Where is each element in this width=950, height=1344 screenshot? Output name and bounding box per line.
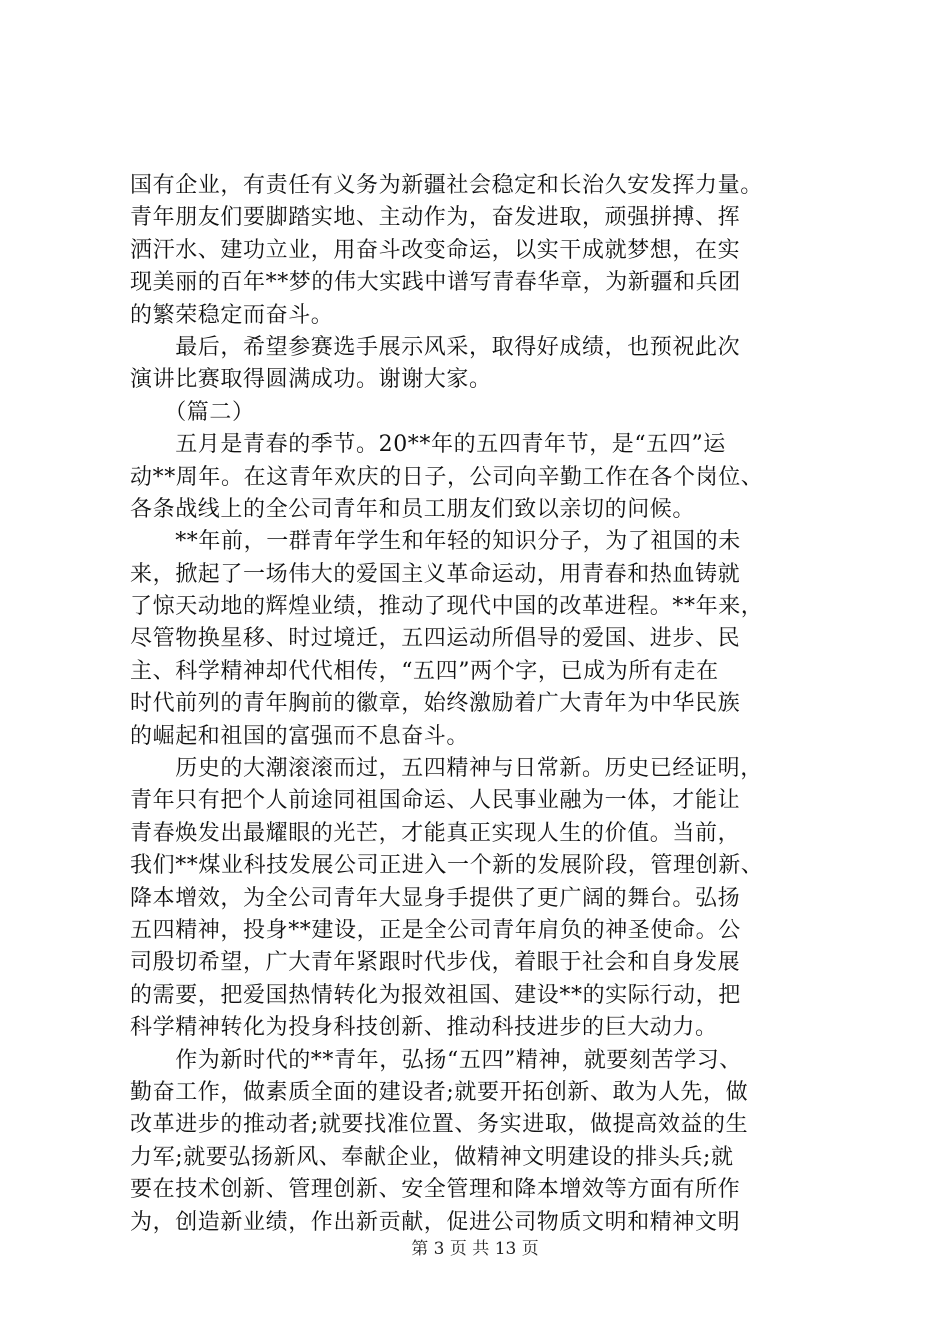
text-line: （篇二） — [130, 399, 255, 425]
text-line: 现美丽的百年**梦的伟大实践中谱写青春华章，为新疆和兵团 — [130, 270, 741, 296]
text-line: 五四精神，投身**建设，正是全公司青年肩负的神圣使命。公 — [130, 917, 741, 943]
text-line: 青年只有把个人前途同祖国命运、人民事业融为一体，才能让 — [130, 788, 741, 814]
text-line: 青年朋友们要脚踏实地、主动作为，奋发进取，顽强拼搏、挥 — [130, 205, 741, 231]
text-line: 各条战线上的全公司青年和员工朋友们致以亲切的问候。 — [130, 496, 696, 522]
text-line: 最后，希望参赛选手展示风采，取得好成绩，也预祝此次 — [130, 334, 741, 360]
text-line: **年前，一群青年学生和年轻的知识分子，为了祖国的未 — [130, 529, 741, 555]
text-line: 要在技术创新、管理创新、安全管理和降本增效等方面有所作 — [130, 1177, 741, 1203]
text-line: 司殷切希望，广大青年紧跟时代步伐，着眼于社会和自身发展 — [130, 950, 741, 976]
text-line: 我们**煤业科技发展公司正进入一个新的发展阶段，管理创新、 — [130, 853, 764, 879]
text-line: 青春焕发出最耀眼的光芒，才能真正实现人生的价值。当前， — [130, 820, 741, 846]
text-line: 改革进步的推动者;就要找准位置、务实进取，做提高效益的生 — [130, 1112, 749, 1138]
text-line: 国有企业，有责任有义务为新疆社会稳定和长治久安发挥力量。 — [130, 173, 763, 198]
text-line: 的崛起和祖国的富强而不息奋斗。 — [130, 723, 470, 749]
text-line: 五月是青春的季节。20**年的五四青年节，是“五四”运 — [130, 432, 726, 458]
text-line: 演讲比赛取得圆满成功。谢谢大家。 — [130, 367, 492, 393]
text-line: 的繁荣稳定而奋斗。 — [130, 302, 334, 328]
text-line: 力军;就要弘扬新风、奉献企业，做精神文明建设的排头兵;就 — [130, 1144, 734, 1170]
text-line: 动**周年。在这青年欢庆的日子，公司向辛勤工作在各个岗位、 — [130, 464, 764, 490]
text-line: 的需要，把爱国热情转化为报效祖国、建设**的实际行动，把 — [130, 982, 741, 1008]
text-line: 科学精神转化为投身科技创新、推动科技进步的巨大动力。 — [130, 1015, 718, 1041]
text-line: 勤奋工作，做素质全面的建设者;就要开拓创新、敢为人先，做 — [130, 1079, 749, 1105]
document-body — [130, 170, 830, 1239]
text-line: 历史的大潮滚滚而过，五四精神与日常新。历史已经证明， — [130, 756, 763, 782]
page-footer: 第 3 页 共 13 页 — [411, 1239, 539, 1259]
text-line: 来，掀起了一场伟大的爱国主义革命运动，用青春和热血铸就 — [130, 561, 741, 587]
text-line: 洒汗水、建功立业，用奋斗改变命运，以实干成就梦想，在实 — [130, 237, 741, 263]
text-line: 作为新时代的**青年，弘扬“五四”精神，就要刻苦学习、 — [130, 1047, 742, 1073]
text-line: 降本增效，为全公司青年大显身手提供了更广阔的舞台。弘扬 — [130, 885, 741, 911]
text-line: 为，创造新业绩，作出新贡献，促进公司物质文明和精神文明 — [130, 1209, 741, 1235]
text-line: 尽管物换星移、时过境迁，五四运动所倡导的爱国、进步、民 — [130, 626, 741, 652]
text-line: 时代前列的青年胸前的徽章，始终激励着广大青年为中华民族 — [130, 691, 741, 717]
text-line: 了惊天动地的辉煌业绩，推动了现代中国的改革进程。**年来， — [130, 594, 764, 620]
text-line: 主、科学精神却代代相传，“五四”两个字，已成为所有走在 — [130, 658, 719, 684]
